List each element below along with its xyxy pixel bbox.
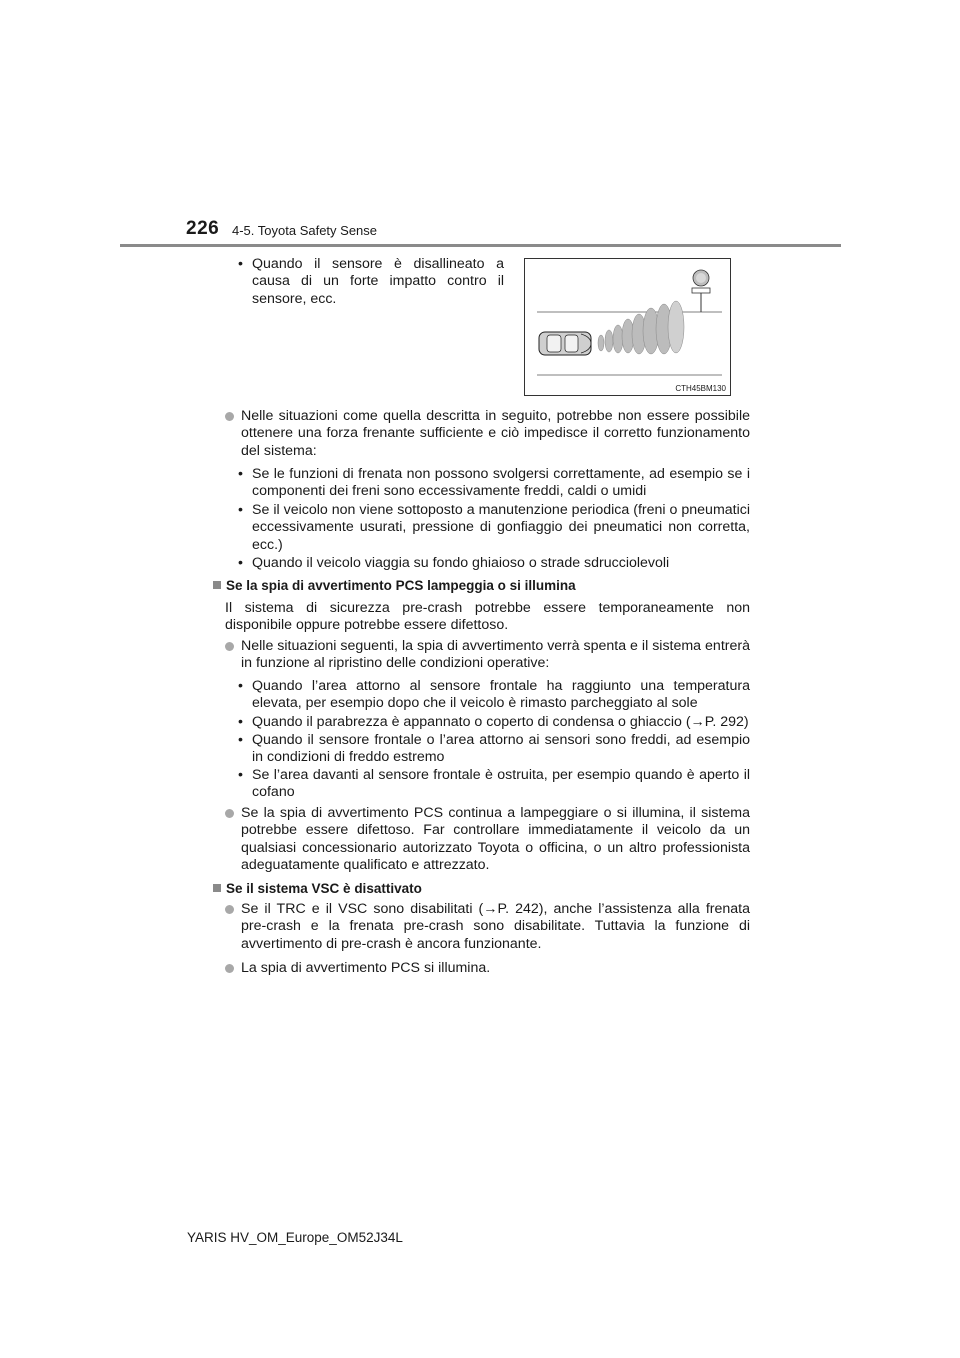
sub-bullet-icon: • [238, 466, 243, 482]
bullet-icon [225, 905, 234, 914]
sign-plate [692, 288, 710, 293]
brake-note: Nelle situazioni come quella descritta in seguito, potrebbe non essere possibile ottenere una forza frenante sufficiente e ciò impedisce il corretto funzionamento del sistema: [225, 408, 750, 460]
header-rule [120, 244, 841, 247]
sub-bullet-icon: • [238, 714, 243, 730]
vsc-bullet-1: Se il TRC e il VSC sono disabilitati (→P. 242), anche l’assistenza alla frenata pre-crash e la frenata pre-crash sono disabilitate. Tuttavia la funzione di avvertimento di pre-crash è ancora funzionante. [225, 901, 750, 953]
bullet-icon [225, 809, 234, 818]
square-marker-icon [213, 581, 221, 589]
bullet-icon [225, 412, 234, 421]
pcs-bullet-2: Se la spia di avvertimento PCS continua a lampeggiare o si illumina, il sistema potrebbe essere difettoso. Far controllare immediatamente il veicolo da un qualsiasi concessionario autorizzato Toyota o officina, o un altro professionista adeguatamente qualificato e attrezzato. [225, 805, 750, 874]
sub-bullet-icon: • [238, 767, 243, 783]
sub-bullet-icon: • [238, 732, 243, 748]
figure-caption: CTH45BM130 [675, 384, 726, 393]
pcs-bullet-1: Nelle situazioni seguenti, la spia di avvertimento verrà spenta e il sistema entrerà in funzione al ripristino delle condizioni operative: [225, 638, 750, 673]
brake-item-3: • Quando il veicolo viaggia su fondo ghiaioso o strade sdrucciolevoli [238, 555, 670, 571]
car-top-view-icon [539, 332, 591, 355]
intro-item: • Quando il sensore è disallineato a causa di un forte impatto contro il sensore, ecc. [238, 256, 504, 307]
vsc-heading: Se il sistema VSC è disattivato [213, 881, 422, 896]
brake-item-2: • Se il veicolo non viene sottoposto a manutenzione periodica (freni o pneumatici eccessivamente usurati, pressione di gonfiaggio dei pneumatici non corretta, ecc.) [238, 502, 750, 553]
pcs-paragraph: Il sistema di sicurezza pre-crash potrebbe essere temporaneamente non disponibile oppure potrebbe essere difettoso. [225, 600, 750, 634]
sub-bullet-icon: • [238, 502, 243, 518]
pcs-item-1: • Quando l’area attorno al sensore frontale ha raggiunto una temperatura elevata, per esempio dopo che il veicolo è rimasto parcheggiato al sole [238, 678, 750, 712]
pcs-heading: Se la spia di avvertimento PCS lampeggia o si illumina [213, 578, 576, 593]
vsc-bullet-2: La spia di avvertimento PCS si illumina. [225, 960, 750, 977]
section-header: 4-5. Toyota Safety Sense [232, 223, 378, 238]
car-sensor-diagram [525, 259, 730, 395]
pcs-item-3: • Quando il sensore frontale o l’area attorno ai sensori sono freddi, ad esempio in condizioni di freddo estremo [238, 732, 750, 766]
sub-bullet-icon: • [238, 256, 243, 272]
sensor-illustration [524, 258, 731, 396]
bullet-icon [225, 964, 234, 973]
brake-item-1: • Se le funzioni di frenata non possono svolgersi correttamente, ad esempio se i componenti dei freni sono eccessivamente freddi, caldi o umidi [238, 466, 750, 500]
page-number: 226 [186, 218, 220, 239]
square-marker-icon [213, 884, 221, 892]
document-id-footer: YARIS HV_OM_Europe_OM52J34L [187, 1230, 403, 1245]
bullet-icon [225, 642, 234, 651]
pcs-item-2: • Quando il parabrezza è appannato o coperto di condensa o ghiaccio (→P. 292) [238, 714, 749, 730]
sub-bullet-icon: • [238, 678, 243, 694]
radar-waves-icon [598, 301, 684, 354]
sub-bullet-icon: • [238, 555, 243, 571]
pcs-item-4: • Se l’area davanti al sensore frontale è ostruita, per esempio quando è aperto il cofano [238, 767, 750, 801]
